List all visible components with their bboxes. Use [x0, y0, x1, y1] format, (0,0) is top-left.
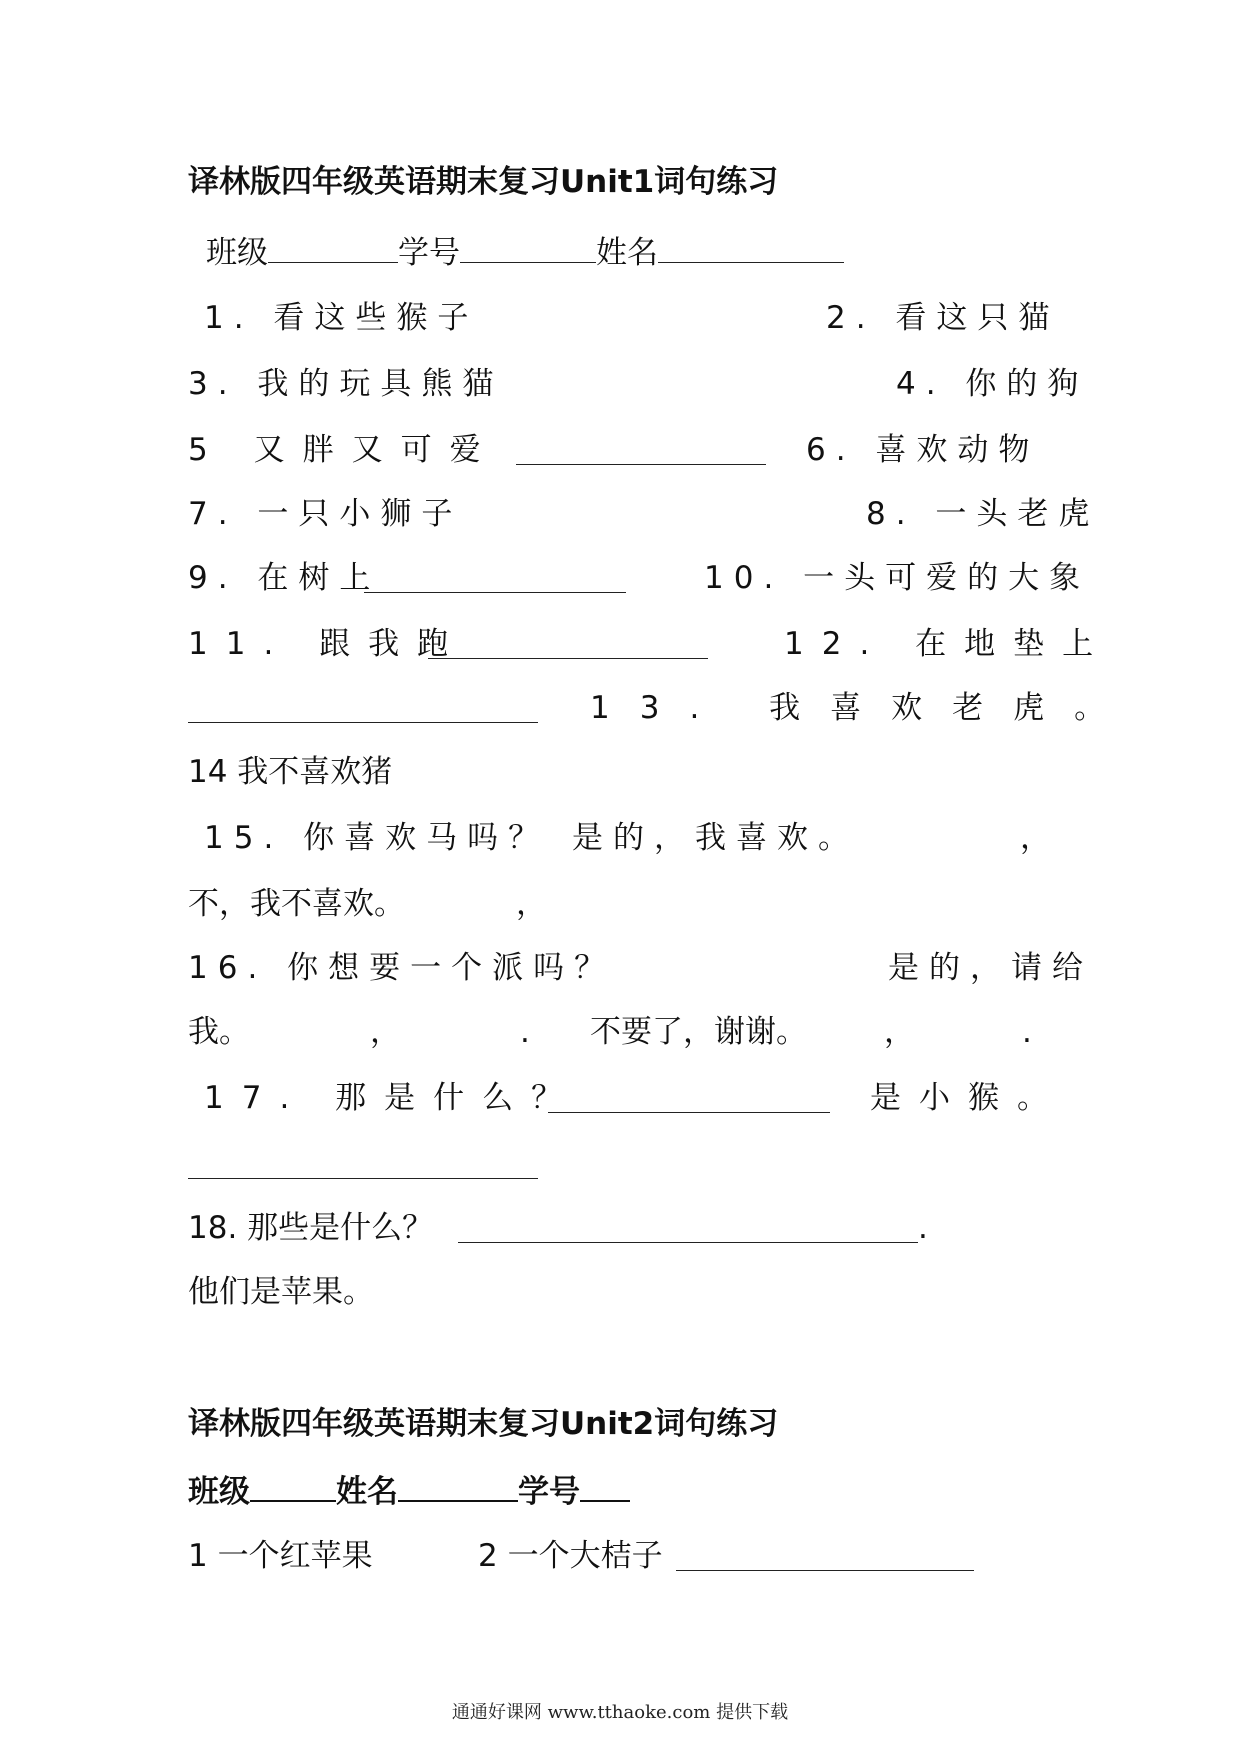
item-16-me: 我。 — [188, 1014, 250, 1050]
class-blank[interactable] — [250, 1470, 336, 1502]
footer-credit: 通通好课网 www.tthaoke.com 提供下载 — [451, 1702, 789, 1723]
item-16-comma2: ， — [884, 1014, 915, 1050]
item-18-answer: 他们是苹果。 — [188, 1274, 374, 1310]
item-16-comma1: ， — [370, 1014, 401, 1050]
item-7: 7. 一只小狮子 — [188, 496, 463, 532]
unit2-item-2-blank[interactable] — [676, 1536, 974, 1571]
unit1-title: 译林版四年级英语期末复习Unit1词句练习 — [188, 164, 779, 200]
item-15-yes: 是的，我喜欢。 — [572, 820, 859, 856]
number-blank[interactable] — [460, 232, 596, 263]
item-9-blank[interactable] — [364, 558, 626, 593]
item-18-question: 18. 那些是什么？ — [188, 1210, 434, 1246]
item-17-question: 17. 那是什么？ — [204, 1080, 581, 1116]
item-15-no: 不，我不喜欢。 — [188, 886, 405, 922]
item-18-blank[interactable] — [458, 1208, 918, 1243]
item-2: 2. 看这只猫 — [826, 300, 1060, 336]
item-3: 3. 我的玩具熊猫 — [188, 366, 504, 402]
item-17-blank[interactable] — [548, 1078, 830, 1113]
item-6: 6. 喜欢动物 — [806, 432, 1040, 468]
item-16-period2: . — [1022, 1014, 1032, 1050]
item-16-no: 不要了，谢谢。 — [590, 1014, 807, 1050]
item-16-question: 16. 你想要一个派吗？ — [188, 950, 616, 986]
item-13: 13. 我喜欢老虎。 — [590, 690, 1136, 726]
item-14: 14 我不喜欢猪 — [188, 754, 393, 790]
name-label: 姓名 — [596, 235, 658, 271]
item-17-answer-blank[interactable] — [188, 1144, 538, 1179]
name-blank[interactable] — [398, 1470, 518, 1502]
item-5: 5 又胖又可爱 — [188, 432, 499, 468]
item-5-blank[interactable] — [516, 430, 766, 465]
unit2-item-2: 2 一个大桔子 — [478, 1538, 663, 1574]
number-blank[interactable] — [580, 1470, 630, 1502]
item-15-no-comma: ， — [516, 886, 547, 922]
class-label: 班级 — [188, 1474, 250, 1510]
item-15-question: 15. 你喜欢马吗？ — [204, 820, 550, 856]
item-11: 11. 跟我跑 — [188, 626, 467, 662]
name-blank[interactable] — [658, 232, 844, 263]
unit2-header-row — [188, 1470, 630, 1510]
number-label: 学号 — [518, 1474, 580, 1510]
unit2-title: 译林版四年级英语期末复习Unit2词句练习 — [188, 1406, 779, 1442]
item-15-comma: ， — [1020, 820, 1051, 856]
item-10: 10. 一头可爱的大象 — [704, 560, 1091, 596]
item-1: 1. 看这些猴子 — [204, 300, 479, 336]
unit2-item-1: 1 一个红苹果 — [188, 1538, 373, 1574]
name-label: 姓名 — [336, 1474, 398, 1510]
item-12-blank[interactable] — [188, 688, 538, 723]
item-8: 8. 一头老虎 — [866, 496, 1100, 532]
item-16-period1: . — [520, 1014, 530, 1050]
class-blank[interactable] — [268, 232, 398, 263]
item-4: 4. 你的狗 — [896, 366, 1089, 402]
item-12: 12. 在地垫上 — [784, 626, 1112, 662]
item-16-yes: 是的，请给 — [888, 950, 1093, 986]
item-17-answer: 是小猴。 — [870, 1080, 1066, 1116]
class-label: 班级 — [206, 235, 268, 271]
item-11-blank[interactable] — [428, 624, 708, 659]
item-18-period: . — [918, 1210, 928, 1246]
unit1-header-row — [206, 232, 844, 272]
item-9: 9. 在树上 — [188, 560, 381, 596]
number-label: 学号 — [398, 235, 460, 271]
